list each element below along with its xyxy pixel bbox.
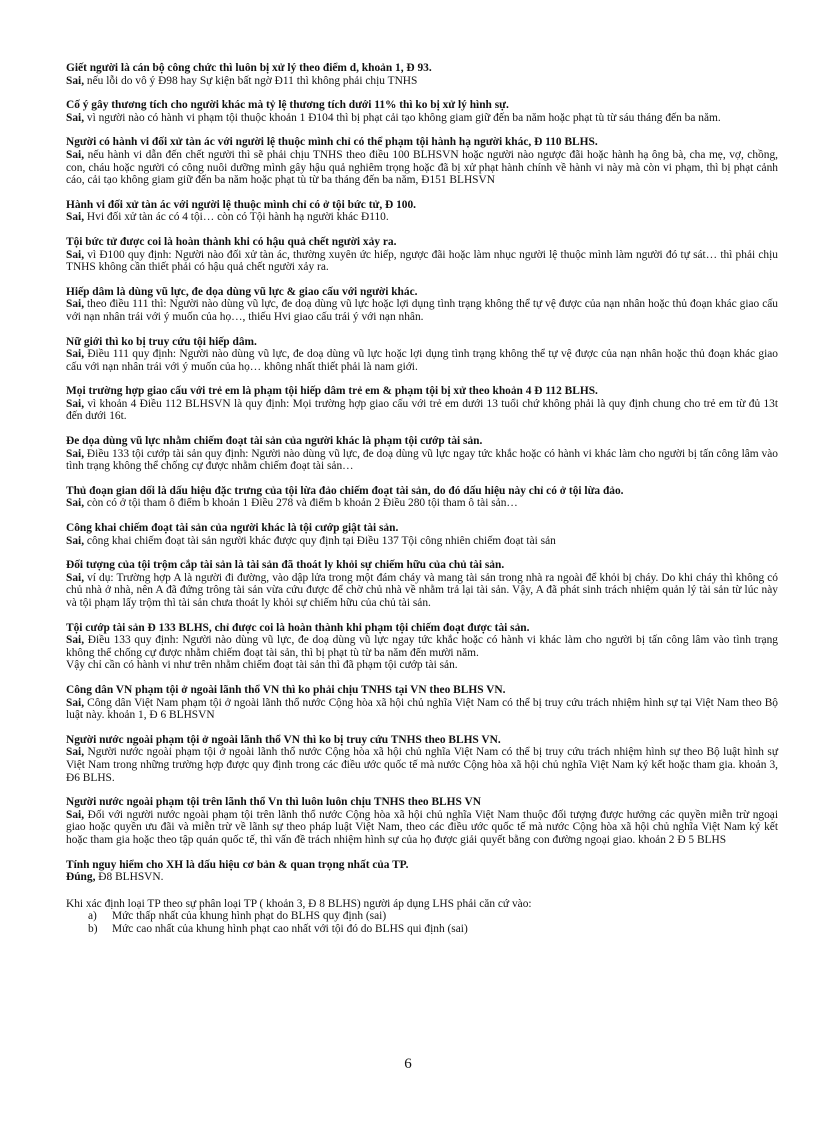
question-statement: Tội bức tử được coi là hoàn thành khi có hậu quả chết người xảy ra. <box>66 235 397 248</box>
option-item <box>66 910 778 923</box>
answer-text <box>66 497 778 510</box>
verdict-label: Sai, <box>66 74 85 87</box>
answer-options <box>66 910 778 935</box>
answer-text <box>66 572 778 610</box>
explanation: vì Đ100 quy định: Người nào đối xử tàn ác, thường xuyên ức hiếp, ngược đãi hoặc làm nhục người lệ thuộc mình làm người đó tự sát… thì phải chịu TNHS không cần thiết phải có hậu quả chết người xảy ra. <box>66 248 778 274</box>
question-statement: Công dân VN phạm tội ở ngoài lãnh thổ VN thì ko phải chịu TNHS tại VN theo BLHS VN. <box>66 683 506 696</box>
option-item <box>66 923 778 936</box>
verdict-label: Đúng, <box>66 871 96 884</box>
option-label: a) <box>88 910 97 923</box>
answer-text <box>66 348 778 373</box>
explanation: vì khoản 4 Điều 112 BLHSVN là quy định: Mọi trường hợp giao cấu với trẻ em dưới 13 tuổi chứ không phải là quy định chung cho trẻ em từ đủ 13t đến dưới 16t. <box>66 397 778 423</box>
verdict-label: Sai, <box>66 746 85 759</box>
option-label: b) <box>88 922 98 935</box>
verdict-label: Sai, <box>66 211 85 224</box>
question-statement: Công khai chiếm đoạt tài sản của người khác là tội cướp giật tài sản. <box>66 522 399 535</box>
question-statement: Giết người là cán bộ công chức thì luôn bị xử lý theo điểm d, khoản 1, Đ 93. <box>66 62 432 74</box>
explanation: Người nước ngoài phạm tội ở ngoài lãnh thổ nước Cộng hòa xã hội chủ nghĩa Việt Nam có thể bị truy cứu trách nhiệm hình sự theo Bộ luật hình sự Việt Nam trong những trường hợp được quy định trong các điều ước quốc tế mà nước Cộng hòa xã hội chủ nghĩa Việt Nam ký kết hoặc tham gia. khoản 3, Đ6 BLHS. <box>66 746 778 784</box>
question-statement: Người nước ngoài phạm tội trên lãnh thổ Vn thì luôn luôn chịu TNHS theo BLHS VN <box>66 796 481 809</box>
verdict-label: Sai, <box>66 534 85 547</box>
answer-text <box>66 211 778 224</box>
verdict-label: Sai, <box>66 808 85 821</box>
classification-intro: Khi xác định loại TP theo sự phân loại TP ( khoản 3, Đ 8 BLHS) người áp dụng LHS phải căn cứ vào: <box>66 897 532 910</box>
qa-item <box>66 236 778 274</box>
explanation: Điều 111 quy định: Người nào dùng vũ lực, đe doạ dùng vũ lực hoặc lợi dụng tình trạng không thể tự vệ được của nạn nhân hoặc thủ đoạn khác giao cấu với nạn nhân trái với ý muốn của họ… không nhất thiết phải là nam giới. <box>66 348 778 373</box>
answer-text <box>66 535 778 548</box>
option-text: Mức cao nhất của khung hình phạt cao nhất với tội đó do BLHS qui định (sai) <box>112 922 468 935</box>
verdict-label: Sai, <box>66 111 85 124</box>
explanation: nếu lỗi do vô ý Đ98 hay Sự kiện bất ngờ Đ11 thì không phải chịu TNHS <box>84 74 418 87</box>
question-statement: Hành vi đối xử tàn ác với người lệ thuộc mình chỉ có ở tội bức tử, Đ 100. <box>66 198 417 211</box>
answer-text <box>66 75 778 88</box>
qa-list <box>66 62 778 884</box>
answer-text <box>66 871 778 884</box>
explanation: Đ8 BLHSVN. <box>95 871 164 884</box>
question-statement: Đe dọa dùng vũ lực nhằm chiếm đoạt tài sản của người khác là phạm tội cướp tài sản. <box>66 435 483 448</box>
answer-text <box>66 697 778 722</box>
qa-item <box>66 859 778 884</box>
answer-text <box>66 249 778 274</box>
explanation: vì người nào có hành vi phạm tội thuộc khoản 1 Đ104 thì bị phạt cải tạo không giam giữ đến ba năm hoặc phạt tù từ sáu tháng đến ba năm. <box>84 111 721 124</box>
question-statement: Tính nguy hiểm cho XH là dấu hiệu cơ bản & quan trọng nhất của TP. <box>66 858 409 871</box>
verdict-label: Sai, <box>66 497 85 510</box>
qa-item <box>66 99 778 124</box>
verdict-label: Sai, <box>66 248 85 261</box>
explanation: Đối với người nước ngoài phạm tội trên lãnh thổ nước Cộng hòa xã hội chủ nghĩa Việt Nam thuộc đối tượng được hưởng các quyền miễn trừ ngoại giao hoặc quyền ưu đãi và miễn trừ về lãnh sự theo pháp luật Việt Nam, theo các điều ước quốc tế mà nước Cộng hòa xã hội chủ nghĩa Việt Nam ký kết hoặc tham gia hoặc theo tập quán quốc tế, thì vấn đề trách nhiệm hình sự của họ được giải quyết bằng con đường ngoại giao. khoản 2 Đ 5 BLHS <box>66 808 778 846</box>
answer-text <box>66 746 778 784</box>
explanation: Điều 133 tội cướp tài sản quy định: Người nào dùng vũ lực, đe doạ dùng vũ lực ngay tức khắc hoặc có hành vi khác làm cho người bị tấn công lâm vào tình trạng không thể chống cự được nhằm chiếm đoạt tài sản… <box>66 447 778 473</box>
qa-item <box>66 336 778 374</box>
question-statement: Thủ đoạn gian dối là dấu hiệu đặc trưng của tội lừa đảo chiếm đoạt tài sản, do đó dấu hiệu này chỉ có ở tội lừa đảo. <box>66 484 624 497</box>
qa-item <box>66 286 778 324</box>
explanation: Hvi đối xử tàn ác có 4 tội… còn có Tội hành hạ người khác Đ110. <box>84 211 389 224</box>
explanation: Công dân Việt Nam phạm tội ở ngoài lãnh thổ nước Cộng hòa xã hội chủ nghĩa Việt Nam có thể bị truy cứu trách nhiệm hình sự tại Việt Nam theo Bộ luật này. khoản 1, Đ 6 BLHSVN <box>66 696 778 722</box>
verdict-label: Sai, <box>66 447 85 460</box>
qa-item <box>66 435 778 473</box>
option-text: Mức thấp nhất của khung hình phạt do BLHS quy định (sai) <box>112 910 387 923</box>
explanation: công khai chiếm đoạt tài sản người khác được quy định tại Điều 137 Tội công nhiên chiếm đoạt tài sản <box>84 534 556 547</box>
explanation-continued: Vậy chỉ cần có hành vi như trên nhằm chiếm đoạt tài sản thì đã phạm tội cướp tài sản. <box>66 659 458 672</box>
answer-text <box>66 398 778 423</box>
verdict-label: Sai, <box>66 298 85 311</box>
explanation: theo điều 111 thì: Người nào dùng vũ lực, đe doạ dùng vũ lực hoặc lợi dụng tình trạng không thể tự vệ được của nạn nhân hoặc thủ đoạn khác giao cấu với nạn nhân trái với ý muốn của họ…, thiếu Hvi giao cấu trái ý với nạn nhân. <box>66 298 778 323</box>
answer-text <box>66 298 778 323</box>
question-statement: Nữ giới thì ko bị truy cứu tội hiếp dâm. <box>66 335 257 348</box>
qa-item <box>66 136 778 186</box>
question-statement: Đối tượng của tội trộm cắp tài sản là tài sản đã thoát ly khỏi sự chiếm hữu của chủ tài sản. <box>66 559 505 572</box>
qa-item <box>66 734 778 784</box>
verdict-label: Sai, <box>66 696 85 709</box>
answer-text <box>66 809 778 847</box>
verdict-label: Sai, <box>66 634 85 647</box>
qa-item <box>66 684 778 722</box>
question-statement: Cố ý gây thương tích cho người khác mà tỷ lệ thương tích dưới 11% thì ko bị xử lý hình sự. <box>66 99 509 112</box>
explanation: Điều 133 quy định: Người nào dùng vũ lực, đe doạ dùng vũ lực ngay tức khắc hoặc có hành vi khác làm cho người bị tấn công lâm vào tình trạng không thể chống cự được nhằm chiếm đoạt tài sản, thì bị phạt tù từ ba năm đến mười năm. <box>66 634 778 659</box>
answer-text <box>66 112 778 125</box>
question-statement: Tội cướp tài sản Đ 133 BLHS, chỉ được coi là hoàn thành khi phạm tội chiếm đoạt được tài sản. <box>66 621 530 634</box>
qa-item <box>66 622 778 672</box>
answer-text <box>66 448 778 473</box>
question-statement: Mọi trường hợp giao cấu với trẻ em là phạm tội hiếp dâm trẻ em & phạm tội bị xử theo khoản 4 Đ 112 BLHS. <box>66 385 598 398</box>
qa-item <box>66 796 778 846</box>
qa-item <box>66 485 778 510</box>
qa-item <box>66 559 778 609</box>
qa-item <box>66 199 778 224</box>
verdict-label: Sai, <box>66 348 85 361</box>
question-statement: Hiếp dâm là dùng vũ lực, đe dọa dùng vũ lực & giao cấu với người khác. <box>66 285 418 298</box>
page-number: 6 <box>404 1056 412 1072</box>
qa-item <box>66 62 778 87</box>
verdict-label: Sai, <box>66 148 85 161</box>
explanation: ví dụ: Trường hợp A là người đi đường, vào dập lửa trong một đám cháy và mang tài sản trong nhà ra ngoài để khỏi bị cháy. Do khi cháy thì không có chủ nhà ở nhà, nên A đã đứng trông tài sản vừa cứu được để chờ chủ nhà về nhằm trả lại tài sản. Vậy, A đã phát sinh trách nhiệm quản lý tài sản từ lúc này và tội phạm lấy trộm thì tài sản chưa thoát ly khỏi sự chiếm hữu của chủ tài sản. <box>66 571 778 609</box>
document-body <box>66 62 778 935</box>
explanation: còn có ở tội tham ô điểm b khoản 1 Điều 278 và điểm b khoản 2 Điều 280 tội tham ô tài sản… <box>84 497 518 510</box>
answer-text <box>66 149 778 187</box>
qa-item <box>66 385 778 423</box>
answer-text <box>66 634 778 659</box>
verdict-label: Sai, <box>66 571 85 584</box>
qa-item <box>66 522 778 547</box>
verdict-label: Sai, <box>66 397 85 410</box>
question-statement: Người có hành vi đối xử tàn ác với người lệ thuộc mình chỉ có thể phạm tội hành hạ người khác, Đ 110 BLHS. <box>66 136 598 149</box>
question-statement: Người nước ngoài phạm tội ở ngoài lãnh thổ VN thì ko bị truy cứu TNHS theo BLHS VN. <box>66 733 501 746</box>
explanation: nếu hành vi dẫn đến chết người thì sẽ phải chịu TNHS theo điều 100 BLHSVN hoặc người nào ngược đãi hoặc hành hạ ông bà, cha mẹ, vợ, chồng, con, cháu hoặc người có công nuôi dưỡng mình gây hậu quả nghiêm trọng hoặc đã bị xử phạt hành chính về hành vi này mà còn vi phạm, thì bị phạt cảnh cáo, cải tạo không giam giữ đến ba năm hoặc phạt tù từ ba tháng đến ba năm, Đ151 BLHSVN <box>66 148 778 187</box>
